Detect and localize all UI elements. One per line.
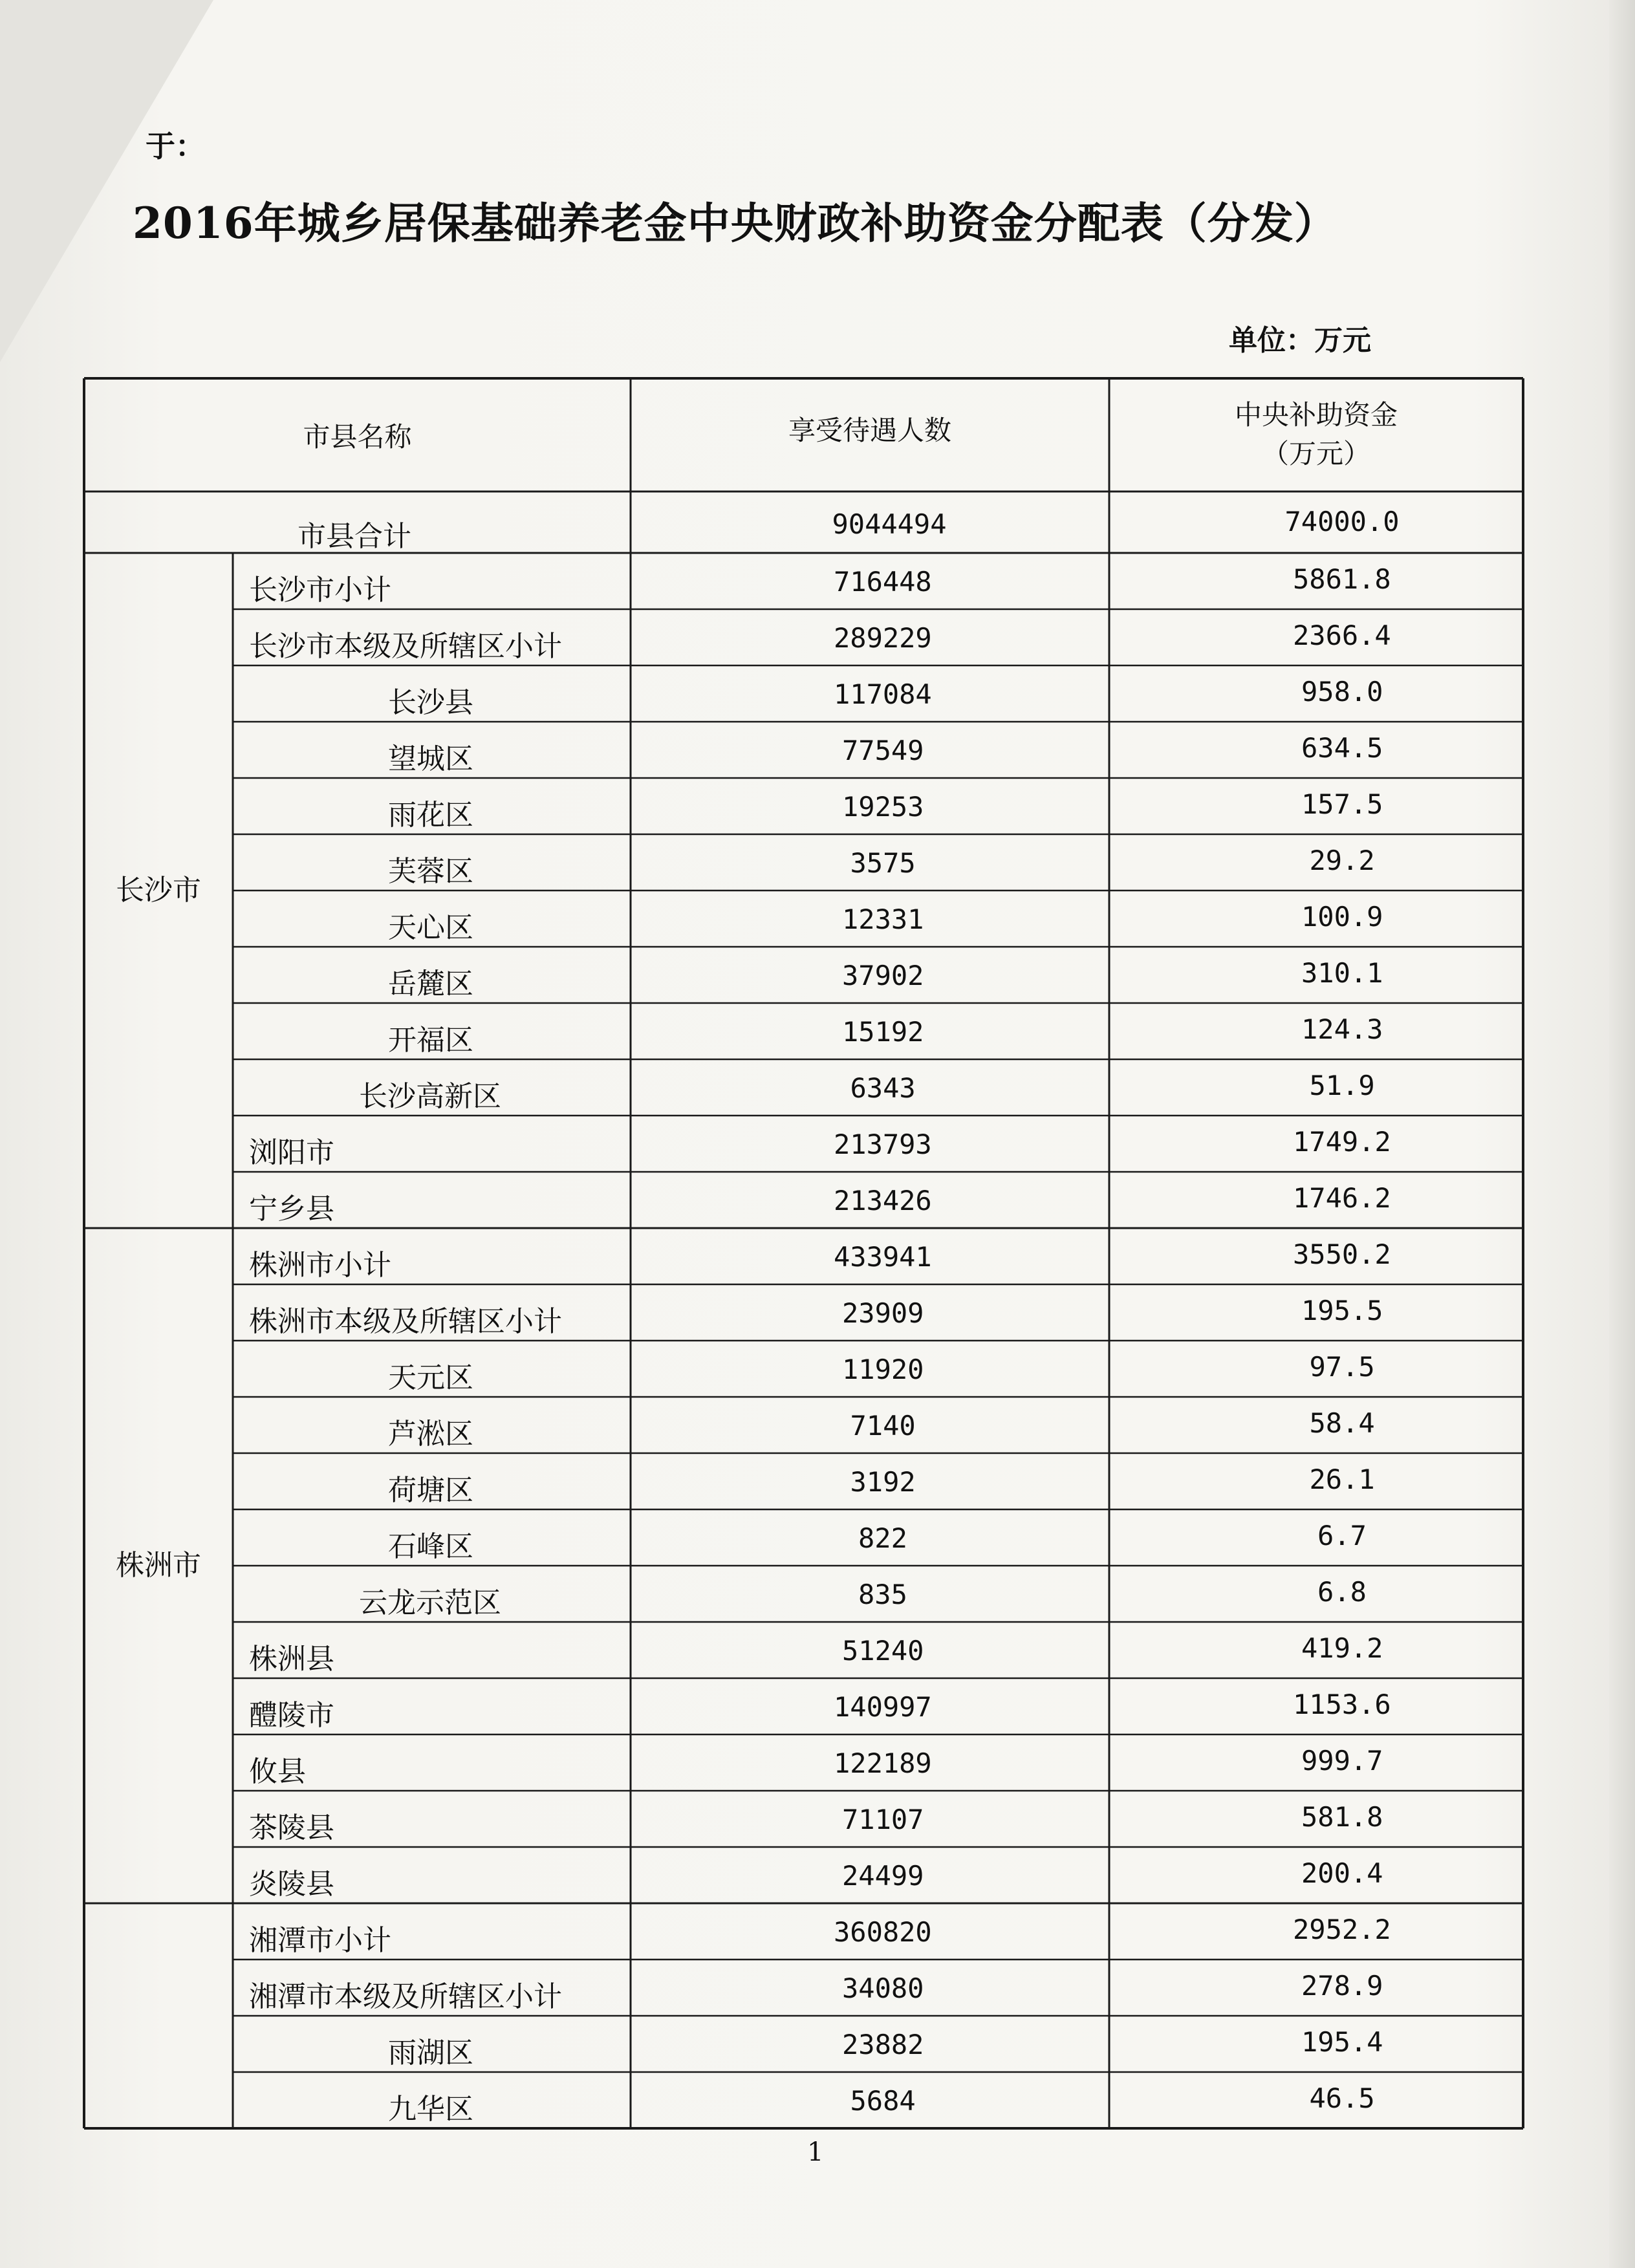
row-label: 望城区 <box>388 742 473 775</box>
row-people: 3192 <box>850 1466 916 1498</box>
row-funds: 124.3 <box>1301 1013 1383 1045</box>
row-funds: 1749.2 <box>1293 1126 1391 1158</box>
row-label: 攸县 <box>249 1755 306 1788</box>
unit-label: 单位：万元 <box>1229 324 1371 357</box>
row-people: 122189 <box>834 1747 932 1779</box>
row-funds: 581.8 <box>1301 1801 1383 1833</box>
row-people: 213793 <box>834 1129 932 1160</box>
row-label: 宁乡县 <box>249 1193 334 1226</box>
row-people: 835 <box>858 1579 907 1610</box>
row-people: 433941 <box>834 1241 932 1273</box>
row-label: 岳麓区 <box>388 967 473 1000</box>
row-funds: 3550.2 <box>1293 1238 1391 1270</box>
document-prefix: 于： <box>146 129 205 164</box>
row-label: 雨花区 <box>388 799 473 832</box>
row-people: 23909 <box>842 1297 924 1329</box>
row-funds: 2366.4 <box>1293 620 1391 651</box>
row-label: 天心区 <box>388 911 473 944</box>
row-funds: 6.8 <box>1317 1576 1367 1608</box>
row-label: 湘潭市小计 <box>249 1924 391 1957</box>
row-label: 芙蓉区 <box>388 855 473 888</box>
row-label: 醴陵市 <box>249 1699 334 1732</box>
row-funds: 1153.6 <box>1293 1689 1391 1720</box>
row-funds: 58.4 <box>1309 1407 1375 1439</box>
row-people: 24499 <box>842 1860 924 1892</box>
row-label: 株洲市小计 <box>249 1249 391 1282</box>
row-label: 芦淞区 <box>388 1418 473 1451</box>
row-people: 51240 <box>842 1635 924 1667</box>
row-people: 5684 <box>850 2085 916 2117</box>
row-label: 炎陵县 <box>249 1868 334 1901</box>
row-people: 71107 <box>842 1804 924 1835</box>
row-label: 长沙县 <box>388 686 473 719</box>
row-label: 长沙高新区 <box>359 1080 501 1113</box>
total-funds: 74000.0 <box>1284 506 1400 537</box>
row-funds: 310.1 <box>1301 957 1383 989</box>
row-funds: 51.9 <box>1309 1070 1375 1101</box>
row-funds: 958.0 <box>1301 676 1383 707</box>
row-people: 23882 <box>842 2029 924 2060</box>
row-funds: 5861.8 <box>1293 563 1391 595</box>
row-label: 湘潭市本级及所辖区小计 <box>249 1980 562 2013</box>
row-label: 开福区 <box>388 1024 473 1057</box>
page-number: 1 <box>807 2137 824 2167</box>
row-funds: 278.9 <box>1301 1970 1383 2002</box>
row-funds: 419.2 <box>1301 1632 1383 1664</box>
row-funds: 195.5 <box>1301 1295 1383 1326</box>
row-funds: 97.5 <box>1309 1351 1375 1383</box>
city-label: 株洲市 <box>116 1549 201 1582</box>
row-funds: 2952.2 <box>1293 1914 1391 1945</box>
row-label: 石峰区 <box>388 1530 473 1563</box>
row-funds: 29.2 <box>1309 845 1375 876</box>
row-people: 37902 <box>842 960 924 991</box>
row-people: 15192 <box>842 1016 924 1048</box>
row-people: 11920 <box>842 1354 924 1385</box>
row-people: 360820 <box>834 1916 932 1948</box>
total-label: 市县合计 <box>298 520 411 553</box>
header-region: 市县名称 <box>303 421 412 453</box>
row-label: 天元区 <box>388 1361 473 1394</box>
row-funds: 999.7 <box>1301 1745 1383 1777</box>
row-funds: 200.4 <box>1301 1857 1383 1889</box>
row-funds: 634.5 <box>1301 732 1383 764</box>
row-label: 九华区 <box>388 2093 473 2126</box>
row-people: 716448 <box>834 566 932 598</box>
row-people: 19253 <box>842 791 924 823</box>
header-funds: 中央补助资金 <box>1235 399 1398 431</box>
city-label: 长沙市 <box>116 874 201 907</box>
row-label: 长沙市小计 <box>249 574 391 607</box>
row-funds: 100.9 <box>1301 901 1383 933</box>
row-label: 雨湖区 <box>388 2036 473 2069</box>
total-people: 9044494 <box>832 508 947 540</box>
row-people: 12331 <box>842 903 924 935</box>
row-people: 3575 <box>850 847 916 879</box>
row-people: 6343 <box>850 1072 916 1104</box>
row-people: 822 <box>858 1522 907 1554</box>
row-label: 株洲市本级及所辖区小计 <box>249 1305 562 1338</box>
row-people: 34080 <box>842 1972 924 2004</box>
document-title: 2016年城乡居保基础养老金中央财政补助资金分配表（分发） <box>133 198 1337 248</box>
row-people: 140997 <box>834 1691 932 1723</box>
row-people: 289229 <box>834 622 932 654</box>
row-funds: 46.5 <box>1309 2082 1375 2114</box>
row-label: 云龙示范区 <box>359 1586 501 1619</box>
row-people: 213426 <box>834 1185 932 1216</box>
header-funds-unit: （万元） <box>1262 438 1371 470</box>
header-people: 享受待遇人数 <box>788 415 952 446</box>
row-people: 117084 <box>834 678 932 710</box>
row-funds: 26.1 <box>1309 1463 1375 1495</box>
row-label: 浏阳市 <box>249 1136 334 1169</box>
row-people: 77549 <box>842 735 924 766</box>
row-funds: 157.5 <box>1301 788 1383 820</box>
row-funds: 6.7 <box>1317 1520 1367 1551</box>
row-people: 7140 <box>850 1410 916 1442</box>
row-label: 茶陵县 <box>249 1811 334 1844</box>
row-label: 荷塘区 <box>388 1474 473 1507</box>
row-label: 长沙市本级及所辖区小计 <box>249 630 562 663</box>
row-funds: 1746.2 <box>1293 1182 1391 1214</box>
row-funds: 195.4 <box>1301 2026 1383 2058</box>
row-label: 株洲县 <box>249 1643 334 1676</box>
